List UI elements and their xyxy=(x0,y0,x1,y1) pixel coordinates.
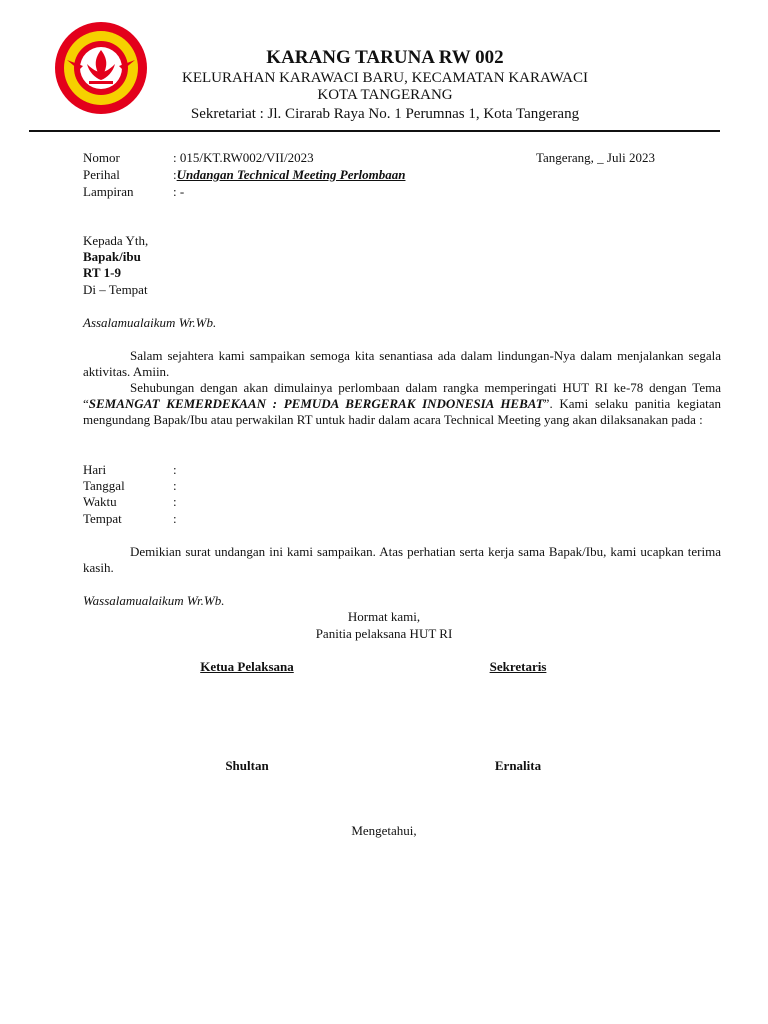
chairman-name: Shultan xyxy=(225,758,269,773)
acknowledged-text: Mengetahui, xyxy=(351,823,417,838)
perihal-row xyxy=(173,167,405,183)
organization-district: KELURAHAN KARAWACI BARU, KECAMATAN KARAWACI xyxy=(182,70,588,86)
lampiran-label: Lampiran xyxy=(83,184,134,199)
perihal-label: Perihal xyxy=(83,167,120,182)
secretary-name: Ernalita xyxy=(494,758,542,773)
detail-label-hari: Hari xyxy=(83,462,107,477)
closing-greeting: Wassalamualaikum Wr.Wb. xyxy=(83,593,225,608)
recipient-place: Di – Tempat xyxy=(83,282,148,297)
detail-colon-tanggal: : xyxy=(173,478,177,493)
recipient-salutation: Kepada Yth, xyxy=(83,233,149,248)
detail-colon-tempat: : xyxy=(173,511,177,526)
paragraph-invitation xyxy=(83,380,721,428)
nomor-label: Nomor xyxy=(83,150,120,165)
perihal-value: Undangan Technical Meeting Perlombaan xyxy=(176,167,406,182)
secretariat-address: Sekretariat : Jl. Cirarab Raya No. 1 Perumnas 1, Kota Tangerang xyxy=(190,106,580,122)
committee-name: Panitia pelaksana HUT RI xyxy=(315,626,453,641)
header-divider xyxy=(29,130,720,132)
detail-label-tempat: Tempat xyxy=(83,511,122,526)
invitation-details: ”. Kami selaku panitia kegiatan mengundang Bapak/Ibu atau perwakilan RT untuk hadir dalam acara Technical Meeting yang akan dilaksanakan pada : xyxy=(83,396,721,427)
organization-emblem-icon xyxy=(53,20,149,116)
paragraph-greeting: Salam sejahtera kami sampaikan semoga kita senantiasa ada dalam lindungan-Nya dalam menjalankan segala aktivitas. Amiin. xyxy=(83,348,721,379)
regards-text: Hormat kami, xyxy=(347,609,421,624)
detail-colon-hari: : xyxy=(173,462,177,477)
perihal-colon: : xyxy=(173,167,177,182)
recipient-group: RT 1-9 xyxy=(83,265,121,280)
secretary-title: Sekretaris xyxy=(489,659,547,674)
detail-colon-waktu: : xyxy=(173,494,177,509)
paragraph-closing: Demikian surat undangan ini kami sampaikan. Atas perhatian serta kerja sama Bapak/Ibu, kami ucapkan terima kasih. xyxy=(83,544,721,575)
chairman-title: Ketua Pelaksana xyxy=(200,659,294,674)
organization-city: KOTA TANGERANG xyxy=(317,87,453,103)
letter-date: Tangerang, _ Juli 2023 xyxy=(536,150,655,165)
detail-label-waktu: Waktu xyxy=(83,494,117,509)
detail-label-tanggal: Tanggal xyxy=(83,478,125,493)
opening-greeting: Assalamualaikum Wr.Wb. xyxy=(83,315,217,330)
nomor-value: : 015/KT.RW002/VII/2023 xyxy=(173,150,314,165)
organization-title: KARANG TARUNA RW 002 xyxy=(266,47,504,68)
lampiran-value: : - xyxy=(173,184,185,199)
invitation-intro: Sehubungan dengan akan dimulainya perlombaan dalam rangka memperingati HUT RI ke-78 dengan Tema “ xyxy=(83,380,721,411)
event-theme: SEMANGAT KEMERDEKAAN : PEMUDA BERGERAK INDONESIA HEBAT xyxy=(88,396,544,411)
recipient-name: Bapak/ibu xyxy=(83,249,141,264)
